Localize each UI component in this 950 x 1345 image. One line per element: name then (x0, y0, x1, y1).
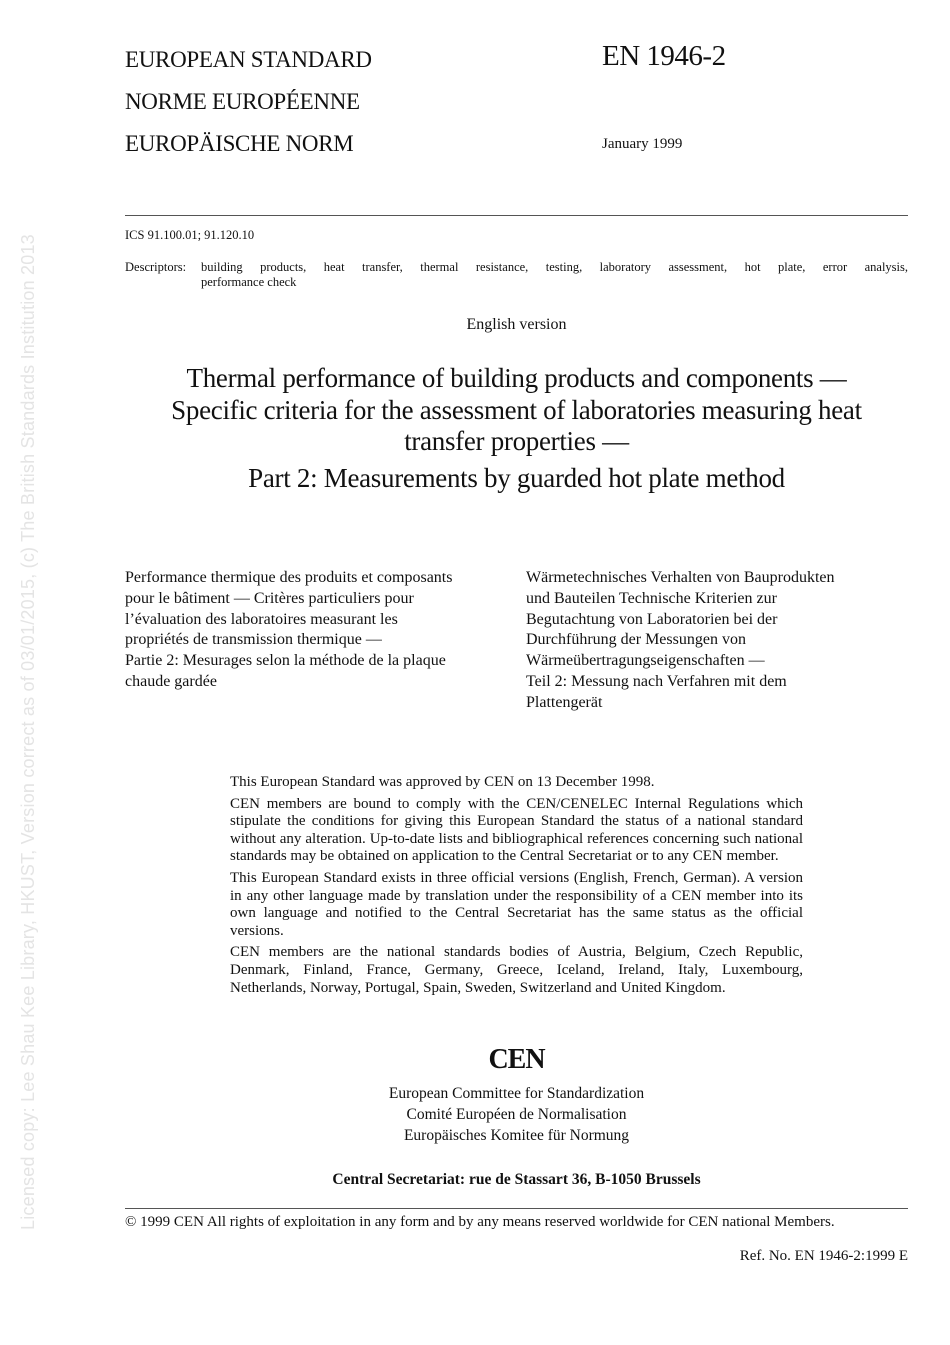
french-title-line: Partie 2: Mesurages selon la méthode de la plaque (125, 652, 446, 670)
french-title-line: propriétés de transmission thermique — (125, 631, 382, 649)
footer-divider (125, 1208, 908, 1209)
french-title (125, 568, 515, 693)
title-line-3: transfer properties — (404, 426, 629, 456)
descriptors-label: Descriptors: (125, 260, 187, 274)
cen-name-french: Comité Européen de Normalisation (406, 1106, 627, 1123)
header-divider (125, 215, 908, 216)
approval-paragraph: CEN members are bound to comply with the CEN/CENELEC Internal Regulations which stipulate the conditions for giving this European Standard the status of a national standard without any alteration. Up-to-date lists and bibliographical references concerning such national standards may be obtained on application to the Central Secretariat or to any CEN member. (230, 795, 803, 865)
header-line-german: EUROPÄISCHE NORM (125, 131, 354, 156)
descriptors-line-1: building products, heat transfer, thermal resistance, testing, laboratory assessment, hot plate, error analysis, (201, 260, 908, 274)
ics-codes: ICS 91.100.01; 91.120.10 (125, 228, 255, 242)
cen-names (230, 1083, 803, 1146)
german-title-line: und Bauteilen Technische Kriterien zur (526, 589, 777, 607)
approval-paragraph: This European Standard was approved by CEN on 13 December 1998. (230, 774, 655, 790)
title-line-2: Specific criteria for the assessment of laboratories measuring heat (171, 394, 862, 425)
cen-name-english: European Committee for Standardization (388, 1085, 645, 1102)
german-title-line: Begutachtung von Laboratorien bei der (526, 610, 778, 628)
reference-number: Ref. No. EN 1946-2:1999 E (739, 1248, 908, 1264)
french-title-line: l’évaluation des laboratoires measurant les (125, 610, 398, 628)
french-title-line: chaude gardée (125, 672, 217, 690)
french-title-line: Performance thermique des produits et composants (125, 569, 453, 586)
approval-paragraph: CEN members are the national standards bodies of Austria, Belgium, Czech Republic, Denmark, Finland, France, Germany, Greece, Iceland, Ireland, Italy, Luxembourg, Netherlands, Norway, Portugal, Spain, Sweden, Switzerland and United Kingdom. (230, 944, 803, 996)
publication-date: January 1999 (602, 136, 683, 152)
copyright-notice: © 1999 CEN All rights of exploitation in any form and by any means reserved worldwide for CEN national Members. (125, 1214, 835, 1230)
german-title-line: Teil 2: Messung nach Verfahren mit dem (526, 672, 787, 690)
approval-text (230, 774, 803, 1001)
cen-logo: CEN (488, 1044, 545, 1075)
descriptors-line-2: performance check (201, 275, 297, 289)
header-line-french: NORME EUROPÉENNE (125, 89, 360, 114)
title-part: Part 2: Measurements by guarded hot plate method (248, 462, 785, 493)
approval-paragraph: This European Standard exists in three official versions (English, French, German). A version in any other language made by translation under the responsibility of a CEN member into its own language and notified to the Central Secretariat has the same status as the official versions. (230, 869, 803, 939)
standard-number: EN 1946-2 (602, 40, 726, 72)
title-line-1: Thermal performance of building products and components — (186, 363, 847, 393)
german-title-line: Wärmeübertragungseigenschaften — (526, 652, 765, 670)
german-title-line: Plattengerät (526, 693, 603, 711)
german-title-line: Durchführung der Messungen von (526, 631, 746, 649)
german-title (526, 568, 916, 714)
version-label: English version (466, 316, 567, 333)
license-watermark: Licensed copy: Lee Shau Kee Library, HKUST, Version correct as of 03/01/2015, (c) The British Standards Institution 2013 (18, 234, 38, 1230)
french-title-line: pour le bâtiment — Critères particuliers pour (125, 589, 414, 607)
document-title (100, 363, 933, 494)
header-line-english: EUROPEAN STANDARD (125, 47, 372, 72)
descriptors (125, 260, 908, 290)
german-title-line: Wärmetechnisches Verhalten von Bauprodukten (526, 569, 835, 586)
cen-name-german: Europäisches Komitee für Normung (403, 1127, 630, 1144)
central-secretariat: Central Secretariat: rue de Stassart 36, B-1050 Brussels (332, 1171, 701, 1188)
